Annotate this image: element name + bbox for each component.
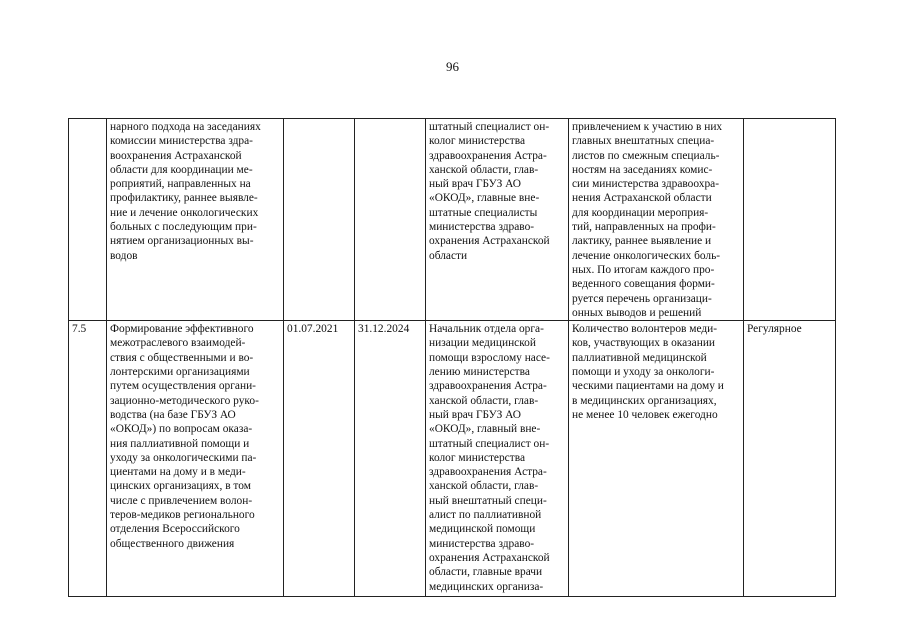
start-date-cell (284, 119, 355, 321)
frequency-cell: Регулярное (744, 321, 836, 597)
responsible-cell: штатный специалист он- колог министерства здравоохранения Астра- ханской области, глав- ный врач ГБУЗ АО «ОКОД», главные вне- штатные специалисты министерства здраво- охранения Астраханской области (426, 119, 569, 321)
table-row (69, 119, 836, 321)
page-number: 96 (446, 59, 459, 74)
plan-table (68, 118, 836, 597)
row-number-cell: 7.5 (69, 321, 107, 597)
result-cell: Количество волонтеров меди- ков, участвующих в оказании паллиативной медицинской помощи и уходу за онкологи- ческими пациентами на дому и в медицинских организациях, не менее 10 человек ежегодно (569, 321, 744, 597)
responsible-cell: Начальник отдела орга- низации медицинской помощи взрослому насе- лению министерства здравоохранения Астра- ханской области, глав- ный врач ГБУЗ АО «ОКОД», главный вне- штатный специалист он- колог министерства здравоохранения Астра- ханской области, глав- ный внештатный специ- алист по паллиативной медицинской помощи министерства здраво- охранения Астраханской области, главные врачи медицинских организа- (426, 321, 569, 597)
end-date-cell (355, 119, 426, 321)
frequency-cell (744, 119, 836, 321)
row-number-cell (69, 119, 107, 321)
event-cell: нарного подхода на заседаниях комиссии министерства здра- воохранения Астраханской области для координации ме- роприятий, направленных на профилактику, раннее выявле- ние и лечение онкологических больных с последующим при- нятием организационных вы- водов (107, 119, 284, 321)
start-date-cell: 01.07.2021 (284, 321, 355, 597)
end-date-cell: 31.12.2024 (355, 321, 426, 597)
event-cell: Формирование эффективного межотраслевого взаимодей- ствия с общественными и во- лонтерскими организациями путем осуществления органи- зационно-методического руко- водства (на базе ГБУЗ АО «ОКОД») по вопросам оказа- ния паллиативной помощи и уходу за онкологическими па- циентами на дому и в меди- цинских организациях, в том числе с привлечением волон- теров-медиков регионального отделения Всероссийского общественного движения (107, 321, 284, 597)
table-row (69, 321, 836, 597)
result-cell: привлечением к участию в них главных внештатных специа- листов по смежным специаль- ностям на заседаниях комис- сии министерства здравоохра- нения Астраханской области для координации мероприя- тий, направленных на профи- лактику, раннее выявление и лечение онкологических боль- ных. По итогам каждого про- веденного совещания форми- руется перечень организаци- онных выводов и решений (569, 119, 744, 321)
